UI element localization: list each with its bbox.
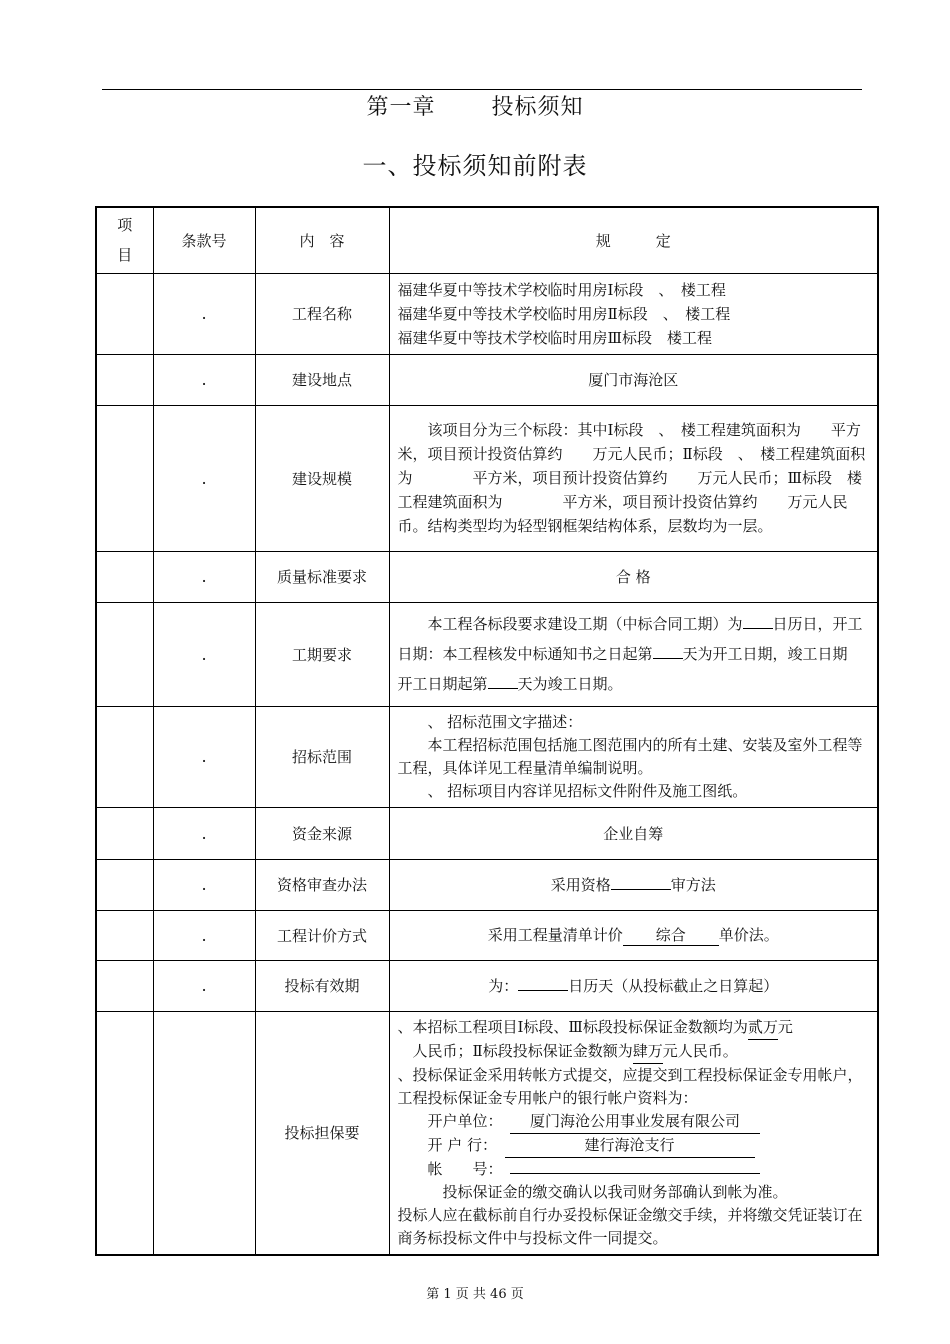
row-label: 建设规模: [255, 405, 389, 551]
table-row: [96, 1011, 878, 1255]
row-label: 质量标准要求: [255, 551, 389, 602]
row-rule: 福建华夏中等技术学校临时用房Ⅰ标段 、 楼工程 福建华夏中等技术学校临时用房Ⅱ标段 、 楼工程 福建华夏中等技术学校临时用房Ⅲ标段 楼工程: [389, 273, 878, 354]
row-rule: 采用资格 审方法: [389, 859, 878, 910]
instructions-table: [95, 206, 879, 1256]
table-row: . 工程计价方式 采用工程量清单计价 综合 单价法。: [96, 910, 878, 960]
header-rule: 规 定: [389, 207, 878, 273]
row-label: 资格审查办法: [255, 859, 389, 910]
row-rule: 企业自筹: [389, 807, 878, 859]
table-row: . 建设规模 该项目分为三个标段：其中Ⅰ标段 、 楼工程建筑面积为 平方米，项目预计投资估算约 万元人民币；Ⅱ标段 、 楼工程建筑面积为 平方米，项目预计投资估算约 万元人民币；Ⅲ标段 楼工程建筑面积为 平方米，项目预计投资估算约 万元人民币。结构类型均为轻型钢框架结构体系，层数均为一层。: [96, 405, 878, 551]
header-content: 内 容: [255, 207, 389, 273]
table-row: . 资金来源 企业自筹: [96, 807, 878, 859]
row-label: 招标范围: [255, 706, 389, 807]
row-rule: 、本招标工程项目Ⅰ标段、Ⅲ标段投标保证金数额均为贰万元 人民币；Ⅱ标段投标保证金数额为肆万元人民币。 、投标保证金采用转帐方式提交，应提交到工程投标保证金专用帐户，工程投标保证金专用帐户的银行帐户资料为： 开户单位： 厦门海沧公用事业发展有限公司 开 户 行： 建行海沧支行 帐 号： 投标保证金的缴交确认以我司财务部确认到帐为准。 投标人应在截标前自行办妥投标保证金缴交手续，并将缴交凭证装订在商务标投标文件中与投标文件一同提交。: [389, 1011, 878, 1255]
row-label: 建设地点: [255, 354, 389, 405]
header-clause: 条款号: [153, 207, 255, 273]
table-row: . 工期要求 本工程各标段要求建设工期（中标合同工期）为 日历日，开工日期：本工程核发中标通知书之日起第 天为开工日期，竣工日期 开工日期起第 天为竣工日期。: [96, 602, 878, 706]
page-footer: 第 1 页 共 46 页: [426, 1287, 524, 1302]
row-rule: 为： 日历天（从投标截止之日算起）: [389, 960, 878, 1011]
row-rule: 、 招标范围文字描述： 本工程招标范围包括施工图范围内的所有土建、安装及室外工程等工程，具体详见工程量清单编制说明。 、 招标项目内容详见招标文件附件及施工图纸。: [389, 706, 878, 807]
row-rule: 合 格: [389, 551, 878, 602]
table-row: . 资格审查办法 采用资格 审方法: [96, 859, 878, 910]
row-rule: 采用工程量清单计价 综合 单价法。: [389, 910, 878, 960]
row-label: 投标有效期: [255, 960, 389, 1011]
row-rule: 该项目分为三个标段：其中Ⅰ标段 、 楼工程建筑面积为 平方米，项目预计投资估算约 万元人民币；Ⅱ标段 、 楼工程建筑面积为 平方米，项目预计投资估算约 万元人民币；Ⅲ标段 楼工程建筑面积为 平方米，项目预计投资估算约 万元人民币。结构类型均为轻型钢框架结构体系，层数均为一层。: [389, 405, 878, 551]
chapter-title: 投标须知: [491, 95, 584, 120]
table-row: . 建设地点 厦门市海沧区: [96, 354, 878, 405]
chapter-number: 第一章: [366, 95, 436, 120]
table-row: . 投标有效期 为： 日历天（从投标截止之日算起）: [96, 960, 878, 1011]
row-label: 工期要求: [255, 602, 389, 706]
table-row: . 质量标准要求 合 格: [96, 551, 878, 602]
chapter-heading: [0, 90, 950, 121]
table-header-row: [96, 207, 878, 273]
row-label: 投标担保要: [255, 1011, 389, 1255]
table-row: . 招标范围 、 招标范围文字描述： 本工程招标范围包括施工图范围内的所有土建、安装及室外工程等工程，具体详见工程量清单编制说明。 、 招标项目内容详见招标文件附件及施工图纸。: [96, 706, 878, 807]
row-rule: 厦门市海沧区: [389, 354, 878, 405]
row-label: 工程名称: [255, 273, 389, 354]
row-rule: 本工程各标段要求建设工期（中标合同工期）为 日历日，开工日期：本工程核发中标通知书之日起第 天为开工日期，竣工日期 开工日期起第 天为竣工日期。: [389, 602, 878, 706]
header-item: 项 目: [96, 207, 153, 273]
row-label: 资金来源: [255, 807, 389, 859]
section-title: 一、投标须知前附表: [362, 152, 588, 180]
row-label: 工程计价方式: [255, 910, 389, 960]
table-row: . 工程名称 福建华夏中等技术学校临时用房Ⅰ标段 、 楼工程 福建华夏中等技术学校临时用房Ⅱ标段 、 楼工程 福建华夏中等技术学校临时用房Ⅲ标段 楼工程: [96, 273, 878, 354]
